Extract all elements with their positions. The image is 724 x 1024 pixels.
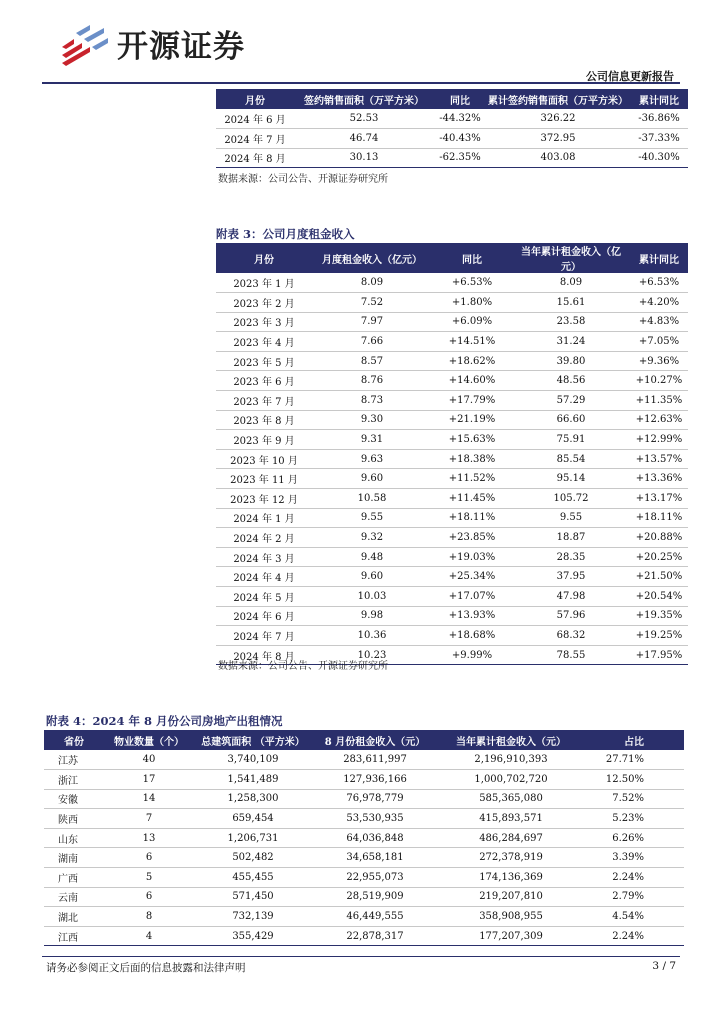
table-row <box>216 410 688 430</box>
province-rental-table <box>44 730 684 946</box>
table-cell: 4 <box>104 926 194 946</box>
table-cell: 湖南 <box>44 848 104 868</box>
table-cell: 732,139 <box>194 907 312 927</box>
table-cell: 7.52% <box>584 789 684 809</box>
table-cell: 48.56 <box>512 371 630 391</box>
table-cell: 18.87 <box>512 528 630 548</box>
table-cell: 9.48 <box>312 547 432 567</box>
table-cell: 75.91 <box>512 430 630 450</box>
table-cell: +6.53% <box>630 273 688 293</box>
table-cell: 5 <box>104 868 194 888</box>
table-cell: 177,207,309 <box>438 926 584 946</box>
table-cell: 2024 年 6 月 <box>216 606 312 626</box>
table-row <box>216 332 688 352</box>
table-cell: 76,978,779 <box>312 789 438 809</box>
column-header: 累计同比 <box>630 89 688 109</box>
table-row <box>44 809 684 829</box>
table-cell: 9.60 <box>312 567 432 587</box>
table-row <box>216 469 688 489</box>
column-header: 累计签约销售面积（万平方米） <box>486 89 630 109</box>
table-cell: 47.98 <box>512 587 630 607</box>
table-cell: 39.80 <box>512 351 630 371</box>
table-cell: 2.24% <box>584 926 684 946</box>
table-cell: 22,878,317 <box>312 926 438 946</box>
table-row <box>44 887 684 907</box>
table-header-row <box>216 243 688 273</box>
table-cell: 5.23% <box>584 809 684 829</box>
table-cell: 8.09 <box>312 273 432 293</box>
table-cell: 8.09 <box>512 273 630 293</box>
table-row <box>216 508 688 528</box>
header-divider <box>42 82 680 84</box>
table-cell: 云南 <box>44 887 104 907</box>
table-cell: +17.79% <box>432 391 512 411</box>
column-header: 当年累计租金收入（元） <box>438 730 584 750</box>
table-cell: 105.72 <box>512 489 630 509</box>
table-row <box>216 129 688 149</box>
table-cell: 403.08 <box>486 148 630 168</box>
table1-source: 数据来源：公司公告、开源证券研究所 <box>218 174 388 185</box>
table-cell: 2023 年 4 月 <box>216 332 312 352</box>
table-cell: 陕西 <box>44 809 104 829</box>
table-cell: +13.57% <box>630 449 688 469</box>
column-header: 省份 <box>44 730 104 750</box>
table-cell: 3.39% <box>584 848 684 868</box>
table-row <box>216 312 688 332</box>
table-cell: 安徽 <box>44 789 104 809</box>
table-cell: 2.24% <box>584 868 684 888</box>
table-row <box>216 273 688 293</box>
table-cell: +18.62% <box>432 351 512 371</box>
table-cell: +4.20% <box>630 293 688 313</box>
table-cell: +10.27% <box>630 371 688 391</box>
table-cell: -40.30% <box>630 148 688 168</box>
table-cell: 2024 年 3 月 <box>216 547 312 567</box>
table-cell: 355,429 <box>194 926 312 946</box>
table-row <box>216 391 688 411</box>
table-cell: +18.38% <box>432 449 512 469</box>
table-cell: 415,893,571 <box>438 809 584 829</box>
table-cell: 6 <box>104 848 194 868</box>
table-cell: -40.43% <box>434 129 486 149</box>
table-cell: 2023 年 9 月 <box>216 430 312 450</box>
table-cell: +9.99% <box>432 645 512 665</box>
table2-caption: 附表 3：公司月度租金收入 <box>216 227 355 241</box>
table-cell: 2,196,910,393 <box>438 750 584 770</box>
table-cell: 37.95 <box>512 567 630 587</box>
table-cell: 66.60 <box>512 410 630 430</box>
table-cell: +12.63% <box>630 410 688 430</box>
table-row <box>216 547 688 567</box>
table-cell: +18.68% <box>432 626 512 646</box>
table-cell: 7.66 <box>312 332 432 352</box>
report-type-title: 公司信息更新报告 <box>586 70 674 83</box>
column-header: 8 月份租金收入（元） <box>312 730 438 750</box>
table-cell: +7.05% <box>630 332 688 352</box>
table-cell: 30.13 <box>294 148 434 168</box>
table-cell: 7.52 <box>312 293 432 313</box>
logo-mark-icon <box>60 25 110 71</box>
table-cell: 10.58 <box>312 489 432 509</box>
table-cell: 326.22 <box>486 109 630 129</box>
table-cell: 272,378,919 <box>438 848 584 868</box>
table-cell: 2.79% <box>584 887 684 907</box>
column-header: 物业数量（个） <box>104 730 194 750</box>
column-header: 月份 <box>216 243 312 273</box>
table-cell: 2024 年 2 月 <box>216 528 312 548</box>
table-cell: 10.03 <box>312 587 432 607</box>
table-row <box>216 449 688 469</box>
table-cell: 2023 年 11 月 <box>216 469 312 489</box>
table-row <box>44 868 684 888</box>
table-row <box>44 828 684 848</box>
table-cell: 2023 年 8 月 <box>216 410 312 430</box>
table-cell: 9.31 <box>312 430 432 450</box>
table-row <box>44 907 684 927</box>
table-cell: 1,000,702,720 <box>438 770 584 790</box>
column-header: 总建筑面积 （平方米） <box>194 730 312 750</box>
table-cell: +19.35% <box>630 606 688 626</box>
table-cell: 2023 年 12 月 <box>216 489 312 509</box>
table-row <box>216 109 688 129</box>
brand-name: 开源证券 <box>117 29 245 65</box>
table-cell: +15.63% <box>432 430 512 450</box>
table-row <box>44 789 684 809</box>
table-cell: +13.17% <box>630 489 688 509</box>
table-cell: 9.55 <box>512 508 630 528</box>
table-cell: 2023 年 7 月 <box>216 391 312 411</box>
table-row <box>44 848 684 868</box>
table-cell: 4.54% <box>584 907 684 927</box>
table-cell: 358,908,955 <box>438 907 584 927</box>
table-cell: 1,258,300 <box>194 789 312 809</box>
table-cell: +14.51% <box>432 332 512 352</box>
table-cell: +12.99% <box>630 430 688 450</box>
table-cell: 57.96 <box>512 606 630 626</box>
table-cell: 585,365,080 <box>438 789 584 809</box>
table-cell: 27.71% <box>584 750 684 770</box>
table-cell: 12.50% <box>584 770 684 790</box>
table-row <box>216 430 688 450</box>
column-header: 签约销售面积（万平方米） <box>294 89 434 109</box>
table-cell: 46.74 <box>294 129 434 149</box>
table-cell: 广西 <box>44 868 104 888</box>
table-cell: 9.32 <box>312 528 432 548</box>
table-cell: 571,450 <box>194 887 312 907</box>
table2-source: 数据来源：公司公告、开源证券研究所 <box>218 661 388 672</box>
table-cell: +9.36% <box>630 351 688 371</box>
table-cell: +1.80% <box>432 293 512 313</box>
table-cell: -37.33% <box>630 129 688 149</box>
table-row <box>216 148 688 168</box>
table-cell: 2023 年 3 月 <box>216 312 312 332</box>
table-cell: 40 <box>104 750 194 770</box>
table-cell: 9.98 <box>312 606 432 626</box>
table-cell: 52.53 <box>294 109 434 129</box>
table-row <box>44 770 684 790</box>
table-cell: 28,519,909 <box>312 887 438 907</box>
table-cell: 455,455 <box>194 868 312 888</box>
table-cell: 2024 年 8 月 <box>216 148 294 168</box>
table-cell: 2023 年 1 月 <box>216 273 312 293</box>
table-cell: -44.32% <box>434 109 486 129</box>
table-cell: 2024 年 7 月 <box>216 129 294 149</box>
table-cell: 2024 年 6 月 <box>216 109 294 129</box>
table-cell: 10.23 <box>312 645 432 665</box>
table-cell: 219,207,810 <box>438 887 584 907</box>
table-cell: 山东 <box>44 828 104 848</box>
table-cell: 1,206,731 <box>194 828 312 848</box>
table-cell: +25.34% <box>432 567 512 587</box>
column-header: 同比 <box>432 243 512 273</box>
table-row <box>216 626 688 646</box>
table-row <box>216 606 688 626</box>
table-cell: +11.35% <box>630 391 688 411</box>
table-cell: 江苏 <box>44 750 104 770</box>
page-number: 3 / 7 <box>652 960 676 972</box>
table-cell: 1,541,489 <box>194 770 312 790</box>
table-cell: 7 <box>104 809 194 829</box>
table-cell: 2023 年 6 月 <box>216 371 312 391</box>
table-cell: 17 <box>104 770 194 790</box>
table-cell: -62.35% <box>434 148 486 168</box>
table-cell: 10.36 <box>312 626 432 646</box>
table-row <box>44 750 684 770</box>
table-cell: 9.60 <box>312 469 432 489</box>
table-cell: 53,530,935 <box>312 809 438 829</box>
table-cell: 浙江 <box>44 770 104 790</box>
table-cell: +21.50% <box>630 567 688 587</box>
table-cell: 2023 年 5 月 <box>216 351 312 371</box>
table-cell: 3,740,109 <box>194 750 312 770</box>
table-header-row <box>44 730 684 750</box>
column-header: 同比 <box>434 89 486 109</box>
table-cell: 85.54 <box>512 449 630 469</box>
table-cell: 22,955,073 <box>312 868 438 888</box>
table-row <box>216 293 688 313</box>
column-header: 月度租金收入（亿元） <box>312 243 432 273</box>
table-cell: 31.24 <box>512 332 630 352</box>
table-cell: 2023 年 10 月 <box>216 449 312 469</box>
table-cell: 486,284,697 <box>438 828 584 848</box>
table-cell: 6.26% <box>584 828 684 848</box>
table-cell: 78.55 <box>512 645 630 665</box>
table-cell: 2023 年 2 月 <box>216 293 312 313</box>
table-cell: +20.88% <box>630 528 688 548</box>
table-cell: 283,611,997 <box>312 750 438 770</box>
table-cell: 46,449,555 <box>312 907 438 927</box>
table-cell: 68.32 <box>512 626 630 646</box>
table-cell: 34,658,181 <box>312 848 438 868</box>
table-row <box>216 489 688 509</box>
table-cell: 8.57 <box>312 351 432 371</box>
table-row <box>216 587 688 607</box>
footer-disclaimer: 请务必参阅正文后面的信息披露和法律声明 <box>46 962 246 974</box>
table-cell: 8.76 <box>312 371 432 391</box>
company-logo <box>60 25 260 71</box>
table-cell: +13.93% <box>432 606 512 626</box>
table-cell: +4.83% <box>630 312 688 332</box>
table-header-row <box>216 89 688 109</box>
table-cell: 28.35 <box>512 547 630 567</box>
table-cell: -36.86% <box>630 109 688 129</box>
table-row <box>44 926 684 946</box>
table-cell: 8.73 <box>312 391 432 411</box>
column-header: 累计同比 <box>630 243 688 273</box>
table-cell: +6.53% <box>432 273 512 293</box>
table-cell: +23.85% <box>432 528 512 548</box>
table-cell: 502,482 <box>194 848 312 868</box>
table-cell: 9.30 <box>312 410 432 430</box>
table-cell: +21.19% <box>432 410 512 430</box>
table-cell: 659,454 <box>194 809 312 829</box>
table-cell: +14.60% <box>432 371 512 391</box>
table-cell: 2024 年 7 月 <box>216 626 312 646</box>
table-cell: 9.55 <box>312 508 432 528</box>
table-cell: 9.63 <box>312 449 432 469</box>
table-cell: 6 <box>104 887 194 907</box>
table-cell: +17.95% <box>630 645 688 665</box>
table-cell: 95.14 <box>512 469 630 489</box>
table-cell: 23.58 <box>512 312 630 332</box>
table-row <box>216 567 688 587</box>
table-cell: 14 <box>104 789 194 809</box>
table-cell: +11.45% <box>432 489 512 509</box>
table-cell: +19.25% <box>630 626 688 646</box>
monthly-rent-table <box>216 243 688 665</box>
table-cell: +18.11% <box>630 508 688 528</box>
table-cell: 57.29 <box>512 391 630 411</box>
table-cell: 15.61 <box>512 293 630 313</box>
table-cell: 13 <box>104 828 194 848</box>
table-cell: 174,136,369 <box>438 868 584 888</box>
column-header: 当年累计租金收入（亿元） <box>512 243 630 273</box>
table-cell: +11.52% <box>432 469 512 489</box>
table-cell: +6.09% <box>432 312 512 332</box>
table-cell: +20.25% <box>630 547 688 567</box>
table-row <box>216 351 688 371</box>
table-cell: +17.07% <box>432 587 512 607</box>
table-cell: 2024 年 8 月 <box>216 645 312 665</box>
footer-divider <box>42 956 680 957</box>
table-cell: +18.11% <box>432 508 512 528</box>
table-cell: 湖北 <box>44 907 104 927</box>
table-cell: 8 <box>104 907 194 927</box>
table-cell: +20.54% <box>630 587 688 607</box>
table-cell: 64,036,848 <box>312 828 438 848</box>
table-cell: 2024 年 1 月 <box>216 508 312 528</box>
table-cell: 2024 年 5 月 <box>216 587 312 607</box>
table-cell: 江西 <box>44 926 104 946</box>
column-header: 月份 <box>216 89 294 109</box>
table-row <box>216 528 688 548</box>
table-cell: +13.36% <box>630 469 688 489</box>
column-header: 占比 <box>584 730 684 750</box>
table-row <box>216 371 688 391</box>
table-cell: 372.95 <box>486 129 630 149</box>
table-cell: 127,936,166 <box>312 770 438 790</box>
table-cell: 2024 年 4 月 <box>216 567 312 587</box>
table-cell: 7.97 <box>312 312 432 332</box>
sales-area-table <box>216 89 688 168</box>
table3-caption: 附表 4：2024 年 8 月份公司房地产出租情况 <box>46 714 283 728</box>
table-cell: +19.03% <box>432 547 512 567</box>
